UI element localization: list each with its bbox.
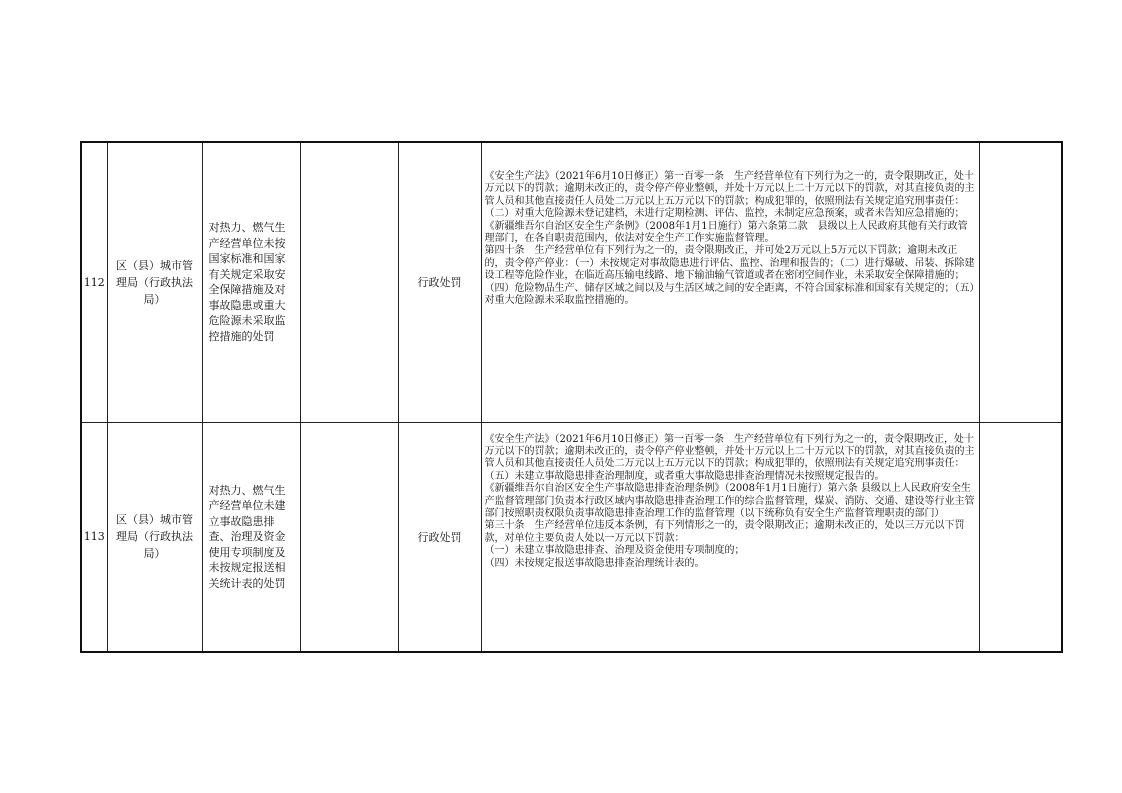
remarks-cell <box>979 422 1062 652</box>
item-name-cell: 对热力、燃气生产经营单位未建立事故隐患排查、治理及资金使用专项制度及未按规定报送相关统计表的处罚 <box>202 422 300 652</box>
power-type-cell: 行政处罚 <box>398 422 481 652</box>
item-name-cell: 对热力、燃气生产经营单位未按国家标准和国家有关规定采取安全保障措施及对事故隐患或重大危险源未采取监控措施的处罚 <box>202 142 300 422</box>
department-cell: 区（县）城市管理局（行政执法局） <box>107 422 202 652</box>
row-number: 112 <box>81 142 107 422</box>
department-cell: 区（县）城市管理局（行政执法局） <box>107 142 202 422</box>
legal-basis-paragraph: 《新疆维吾尔自治区安全生产事故隐患排查治理条例》（2008年1月1日施行）第六条 县级以上人民政府安全生产监督管理部门负责本行政区域内事故隐患排查治理工作的综合监督管理，煤炭、消防、交通、建设等行业主管部门按照职责权限负责事故隐患排查治理工作的监督管理（以下统称负有安全生产监督管理职责的部门） <box>484 483 975 519</box>
legal-basis-paragraph: 《新疆维吾尔自治区安全生产条例》（2008年1月1日施行）第六条第二款 县级以上人民政府其他有关行政管理部门，在各自职责范围内，依法对安全生产工作实施监督管理。 <box>484 220 968 245</box>
legal-basis-cell <box>481 142 979 422</box>
sub-item-cell <box>300 422 398 652</box>
legal-basis-paragraph: （二）对重大危险源未登记建档，未进行定期检测、评估、监控，未制定应急预案，或者未告知应急措施的； <box>484 208 965 220</box>
table-row <box>81 142 1062 422</box>
sub-item-cell <box>300 142 398 422</box>
legal-basis-cell <box>481 422 979 652</box>
row-number: 113 <box>81 422 107 652</box>
legal-basis-paragraph: （五）未建立事故隐患排查治理制度，或者重大事故隐患排查治理情况未按照规定报告的。 <box>484 470 885 482</box>
legal-basis-paragraph: 第三十条 生产经营单位违反本条例，有下列情形之一的，责令限期改正；逾期未改正的，处以三万元以下罚款，对单位主要负责人处以一万元以下罚款： <box>484 520 965 544</box>
legal-basis-paragraph: 第四十条 生产经营单位有下列行为之一的，责令限期改正，并可处2万元以上5万元以下罚款；逾期未改正的，责令停产停业：（一）未按规定对事故隐患进行评估、监控、治理和报告的；（二）进行爆破、吊装、拆除建设工程等危险作业，在临近高压输电线路、地下输油输气管道或者在密闭空间作业，未采取安全保障措施的；（四）危险物品生产、储存区域之间以及与生活区域之间的安全距离，不符合国家标准和国家有关规定的；（五）对重大危险源未采取监控措施的。 <box>484 245 975 307</box>
enforcement-items-table <box>80 141 1063 653</box>
legal-basis-paragraph: 《安全生产法》（2021年6月10日修正）第一百零一条 生产经营单位有下列行为之一的，责令限期改正，处十万元以下的罚款；逾期未改正的，责令停产停业整顿，并处十万元以上二十万元以下的罚款，对其直接负责的主管人员和其他直接责任人员处二万元以上五万元以下的罚款；构成犯罪的，依照刑法有关规定追究刑事责任： <box>484 171 975 207</box>
legal-basis-paragraph: （一）未建立事故隐患排查、治理及资金使用专项制度的； <box>484 545 745 557</box>
legal-basis-paragraph: 《安全生产法》（2021年6月10日修正）第一百零一条 生产经营单位有下列行为之一的，责令限期改正，处十万元以下的罚款；逾期未改正的，责令停产停业整顿，并处十万元以上二十万元以下的罚款，对其直接负责的主管人员和其他直接责任人员处二万元以上五万元以下的罚款；构成犯罪的，依照刑法有关规定追究刑事责任： <box>484 433 975 470</box>
legal-basis-paragraph: （四）未按规定报送事故隐患排查治理统计表的。 <box>484 557 705 569</box>
power-type-cell: 行政处罚 <box>398 142 481 422</box>
table-row <box>81 422 1062 652</box>
remarks-cell <box>979 142 1062 422</box>
